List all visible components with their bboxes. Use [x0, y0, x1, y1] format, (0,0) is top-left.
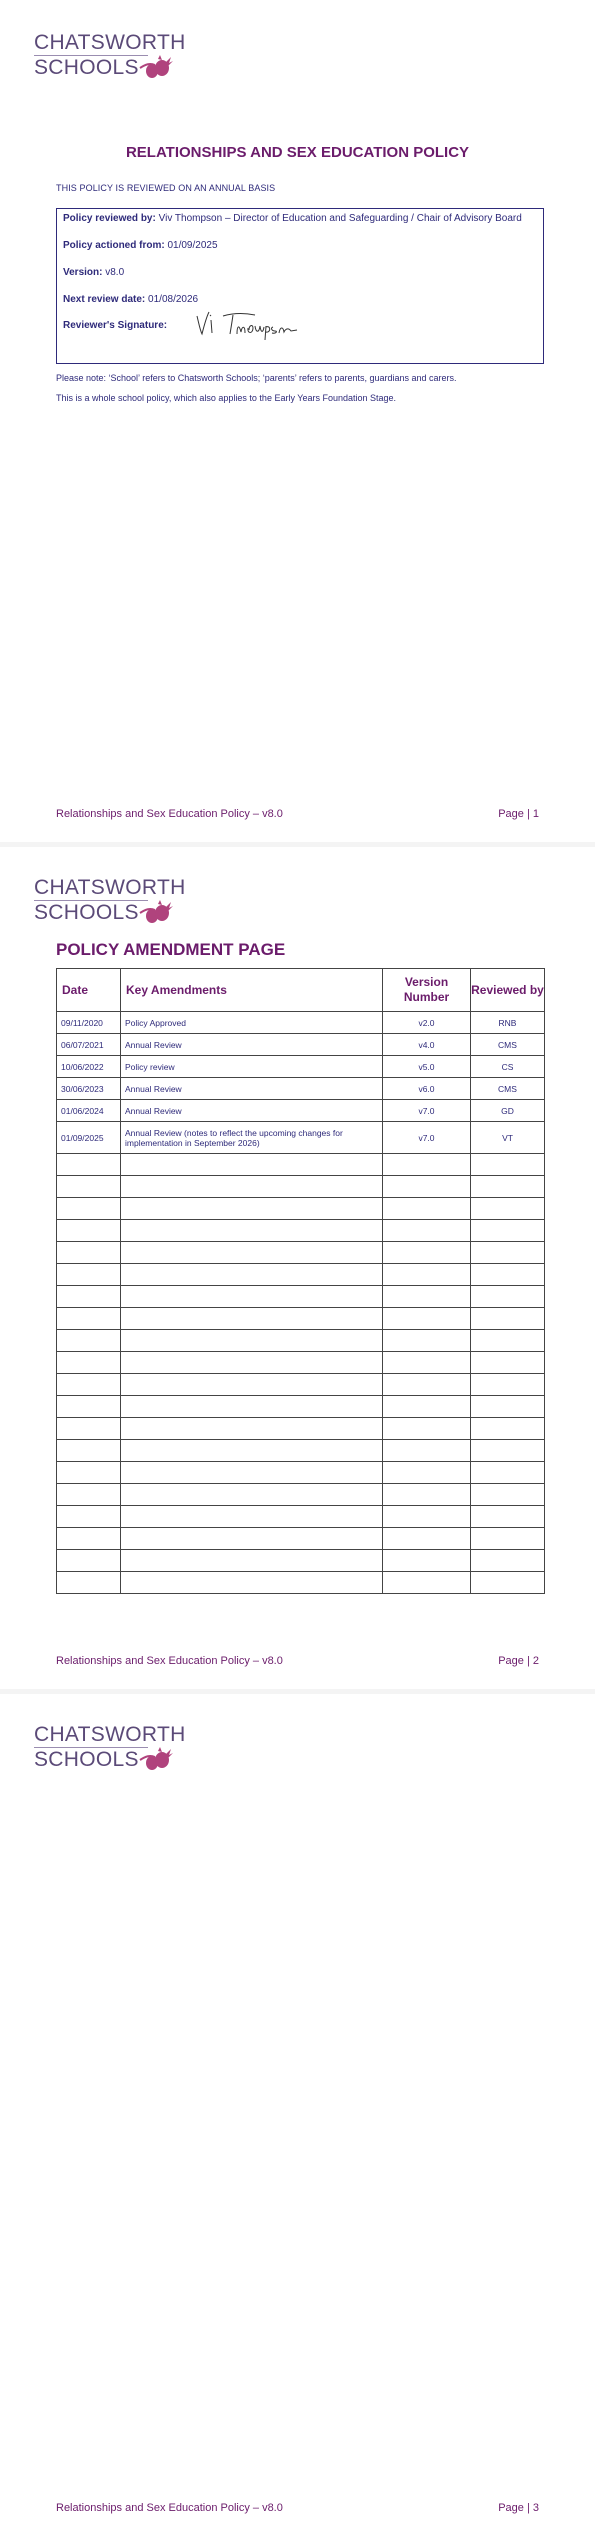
actioned-from-row — [63, 240, 218, 251]
version-row — [63, 267, 124, 278]
flower-emblem-icon — [138, 54, 174, 80]
empty-cell — [383, 1572, 471, 1594]
page-prefix: Page | — [498, 1655, 533, 1667]
page-number-value: 1 — [532, 808, 539, 820]
empty-cell — [471, 1198, 545, 1220]
empty-cell — [471, 1396, 545, 1418]
cell-reviewer: VT — [471, 1122, 545, 1154]
cell-amendment: Annual Review — [121, 1100, 383, 1122]
empty-cell — [383, 1550, 471, 1572]
cell-version: v5.0 — [383, 1056, 471, 1078]
empty-table-row — [57, 1550, 545, 1572]
empty-cell — [383, 1308, 471, 1330]
empty-table-row — [57, 1286, 545, 1308]
actioned-from-value: 01/09/2025 — [164, 240, 218, 251]
empty-table-row — [57, 1506, 545, 1528]
cell-amendment: Policy Approved — [121, 1012, 383, 1034]
cell-version: v7.0 — [383, 1100, 471, 1122]
empty-cell — [121, 1220, 383, 1242]
empty-cell — [57, 1264, 121, 1286]
empty-cell — [57, 1286, 121, 1308]
cell-reviewer: GD — [471, 1100, 545, 1122]
footer-page-number — [498, 1655, 539, 1667]
cell-version: v4.0 — [383, 1034, 471, 1056]
empty-cell — [471, 1440, 545, 1462]
logo-text-top: CHATSWORTH — [34, 31, 186, 54]
table-row — [57, 1100, 545, 1122]
cell-reviewer: CMS — [471, 1034, 545, 1056]
logo-text-top: CHATSWORTH — [34, 1723, 186, 1746]
empty-cell — [471, 1418, 545, 1440]
table-header-row — [57, 969, 545, 1012]
flower-emblem-icon — [138, 899, 174, 925]
version-label: Version: — [63, 267, 103, 278]
empty-cell — [57, 1528, 121, 1550]
empty-cell — [471, 1264, 545, 1286]
empty-cell — [471, 1484, 545, 1506]
version-value: v8.0 — [102, 267, 125, 278]
empty-cell — [57, 1462, 121, 1484]
table-row — [57, 1012, 545, 1034]
handwritten-signature — [193, 306, 303, 342]
page-number-value: 2 — [532, 1655, 539, 1667]
footer-document-name: Relationships and Sex Education Policy – v8.0 — [56, 2502, 283, 2514]
logo-text-bottom: SCHOOLS — [34, 56, 139, 79]
table-row — [57, 1034, 545, 1056]
empty-cell — [383, 1330, 471, 1352]
eyfs-note: This is a whole school policy, which also applies to the Early Years Foundation Stage. — [56, 393, 397, 403]
empty-cell — [383, 1242, 471, 1264]
empty-cell — [121, 1198, 383, 1220]
empty-cell — [121, 1176, 383, 1198]
empty-cell — [121, 1286, 383, 1308]
empty-table-row — [57, 1242, 545, 1264]
empty-cell — [383, 1176, 471, 1198]
empty-cell — [383, 1352, 471, 1374]
cell-date: 30/06/2023 — [57, 1078, 121, 1100]
page-3 — [0, 1694, 595, 2536]
empty-cell — [121, 1264, 383, 1286]
cell-date: 06/07/2021 — [57, 1034, 121, 1056]
cell-reviewer: RNB — [471, 1012, 545, 1034]
footer-document-name: Relationships and Sex Education Policy – v8.0 — [56, 808, 283, 820]
header-date: Date — [57, 969, 121, 1012]
empty-cell — [383, 1528, 471, 1550]
empty-table-row — [57, 1484, 545, 1506]
empty-cell — [57, 1484, 121, 1506]
empty-cell — [383, 1506, 471, 1528]
annual-review-note: THIS POLICY IS REVIEWED ON AN ANNUAL BASIS — [56, 183, 276, 193]
next-review-label: Next review date: — [63, 294, 146, 305]
empty-cell — [383, 1220, 471, 1242]
footer-document-name: Relationships and Sex Education Policy – v8.0 — [56, 1655, 283, 1667]
empty-cell — [121, 1396, 383, 1418]
footer-page-number — [498, 808, 539, 820]
empty-cell — [383, 1286, 471, 1308]
empty-cell — [121, 1550, 383, 1572]
page-1 — [0, 0, 595, 842]
logo-text-top: CHATSWORTH — [34, 876, 186, 899]
cell-amendment: Annual Review (notes to reflect the upcoming changes for implementation in September 2026) — [121, 1122, 383, 1154]
empty-cell — [57, 1352, 121, 1374]
empty-cell — [471, 1506, 545, 1528]
empty-cell — [383, 1440, 471, 1462]
empty-table-row — [57, 1396, 545, 1418]
empty-cell — [57, 1374, 121, 1396]
cell-amendment: Annual Review — [121, 1034, 383, 1056]
empty-cell — [121, 1572, 383, 1594]
empty-cell — [121, 1154, 383, 1176]
empty-cell — [383, 1484, 471, 1506]
empty-cell — [471, 1176, 545, 1198]
empty-table-row — [57, 1308, 545, 1330]
empty-table-row — [57, 1330, 545, 1352]
signature-label: Reviewer's Signature: — [63, 320, 168, 331]
reviewed-by-row — [63, 213, 522, 224]
empty-cell — [471, 1154, 545, 1176]
empty-cell — [121, 1528, 383, 1550]
empty-cell — [471, 1286, 545, 1308]
empty-cell — [57, 1440, 121, 1462]
cell-version: v7.0 — [383, 1122, 471, 1154]
page-number-value: 3 — [532, 2502, 539, 2514]
empty-cell — [121, 1440, 383, 1462]
empty-table-row — [57, 1374, 545, 1396]
header-key-amendments: Key Amendments — [121, 969, 383, 1012]
school-definition-note: Please note: ‘School’ refers to Chatsworth Schools; ‘parents’ refers to parents, guardians and carers. — [56, 373, 457, 383]
empty-table-row — [57, 1462, 545, 1484]
empty-cell — [121, 1330, 383, 1352]
chatsworth-logo — [34, 32, 184, 82]
cell-date: 01/06/2024 — [57, 1100, 121, 1122]
empty-cell — [57, 1176, 121, 1198]
empty-cell — [57, 1220, 121, 1242]
flower-emblem-icon — [138, 1746, 174, 1772]
document-title: RELATIONSHIPS AND SEX EDUCATION POLICY — [125, 144, 470, 161]
empty-table-row — [57, 1440, 545, 1462]
empty-cell — [471, 1462, 545, 1484]
page-prefix: Page | — [498, 808, 533, 820]
empty-cell — [57, 1418, 121, 1440]
empty-cell — [383, 1418, 471, 1440]
empty-cell — [471, 1374, 545, 1396]
empty-cell — [383, 1396, 471, 1418]
empty-cell — [57, 1242, 121, 1264]
empty-cell — [471, 1330, 545, 1352]
cell-amendment: Policy review — [121, 1056, 383, 1078]
cell-reviewer: CS — [471, 1056, 545, 1078]
empty-cell — [471, 1528, 545, 1550]
next-review-row — [63, 294, 198, 305]
empty-table-row — [57, 1528, 545, 1550]
empty-cell — [57, 1550, 121, 1572]
chatsworth-logo — [34, 1724, 184, 1774]
header-version-number: Version Number — [383, 969, 471, 1012]
policy-info-box — [56, 208, 544, 364]
logo-text-bottom: SCHOOLS — [34, 1748, 139, 1771]
empty-cell — [57, 1330, 121, 1352]
empty-cell — [57, 1572, 121, 1594]
empty-table-row — [57, 1198, 545, 1220]
empty-cell — [121, 1374, 383, 1396]
empty-cell — [471, 1242, 545, 1264]
cell-version: v6.0 — [383, 1078, 471, 1100]
empty-table-row — [57, 1176, 545, 1198]
empty-cell — [471, 1572, 545, 1594]
empty-table-row — [57, 1220, 545, 1242]
empty-cell — [383, 1264, 471, 1286]
empty-cell — [121, 1308, 383, 1330]
empty-cell — [57, 1154, 121, 1176]
cell-reviewer: CMS — [471, 1078, 545, 1100]
empty-table-row — [57, 1154, 545, 1176]
page-prefix: Page | — [498, 2502, 533, 2514]
actioned-from-label: Policy actioned from: — [63, 240, 165, 251]
cell-version: v2.0 — [383, 1012, 471, 1034]
cell-amendment: Annual Review — [121, 1078, 383, 1100]
table-row — [57, 1056, 545, 1078]
empty-cell — [471, 1550, 545, 1572]
empty-cell — [383, 1154, 471, 1176]
empty-table-row — [57, 1352, 545, 1374]
empty-cell — [121, 1352, 383, 1374]
empty-cell — [383, 1198, 471, 1220]
reviewed-by-value: Viv Thompson – Director of Education and Safeguarding / Chair of Advisory Board — [155, 213, 522, 224]
cell-date: 01/09/2025 — [57, 1122, 121, 1154]
empty-cell — [121, 1462, 383, 1484]
chatsworth-logo — [34, 877, 184, 927]
cell-date: 09/11/2020 — [57, 1012, 121, 1034]
amendment-table — [56, 968, 545, 1594]
empty-cell — [121, 1418, 383, 1440]
empty-cell — [383, 1462, 471, 1484]
next-review-value: 01/08/2026 — [145, 294, 199, 305]
table-row — [57, 1122, 545, 1154]
empty-cell — [471, 1220, 545, 1242]
amendment-page-title: POLICY AMENDMENT PAGE — [56, 940, 286, 959]
empty-cell — [383, 1374, 471, 1396]
empty-cell — [57, 1506, 121, 1528]
empty-cell — [471, 1352, 545, 1374]
header-reviewed-by: Reviewed by — [471, 969, 545, 1012]
amendment-table-body — [57, 1012, 545, 1594]
signature-row — [63, 320, 167, 331]
cell-date: 10/06/2022 — [57, 1056, 121, 1078]
empty-cell — [57, 1396, 121, 1418]
empty-table-row — [57, 1264, 545, 1286]
reviewed-by-label: Policy reviewed by: — [63, 213, 156, 224]
empty-cell — [57, 1198, 121, 1220]
empty-table-row — [57, 1418, 545, 1440]
empty-table-row — [57, 1572, 545, 1594]
empty-cell — [57, 1308, 121, 1330]
logo-text-bottom: SCHOOLS — [34, 901, 139, 924]
empty-cell — [121, 1484, 383, 1506]
table-row — [57, 1078, 545, 1100]
footer-page-number — [498, 2502, 539, 2514]
empty-cell — [121, 1506, 383, 1528]
page-2 — [0, 847, 595, 1689]
empty-cell — [471, 1308, 545, 1330]
empty-cell — [121, 1242, 383, 1264]
